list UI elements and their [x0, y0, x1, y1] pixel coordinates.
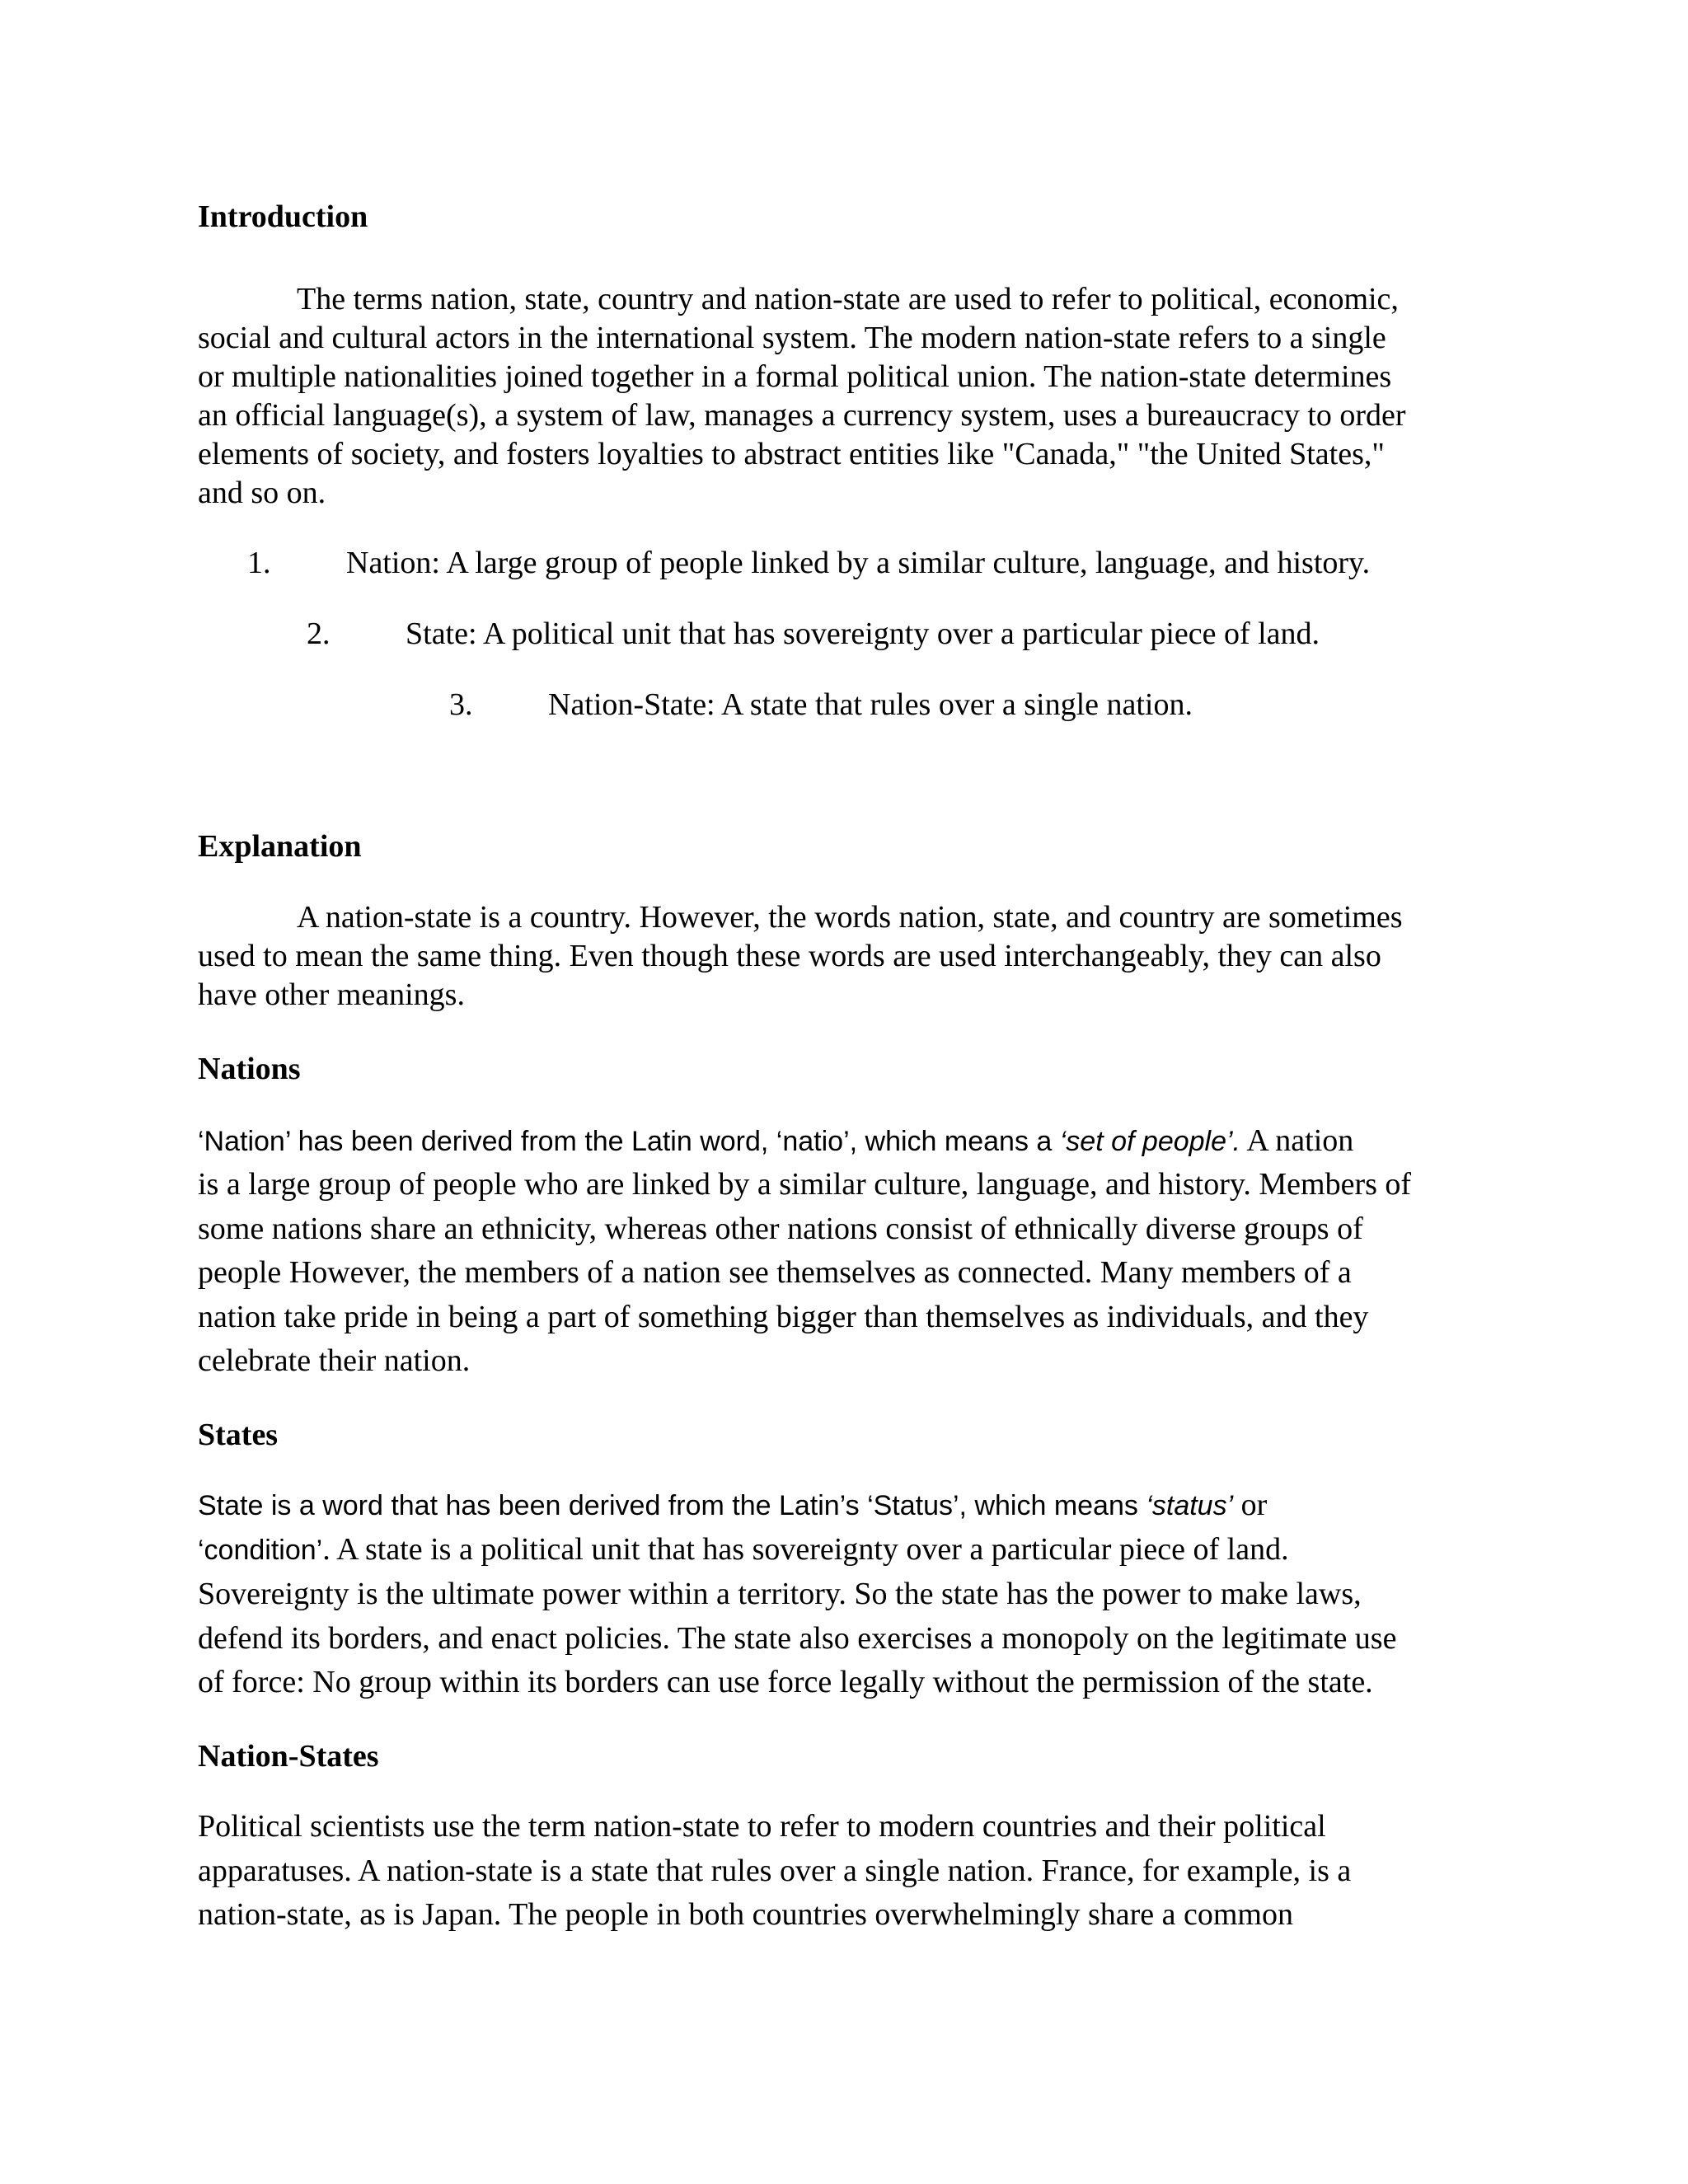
states-line2-rest: . A state is a political unit that has sovereignty over a particular piece of land. — [322, 1532, 1289, 1567]
definition-text: Nation-State: A state that rules over a single nation. — [548, 687, 1193, 722]
definition-text: Nation: A large group of people linked by a similar culture, language, and history. — [346, 546, 1371, 580]
nation-states-heading: Nation-States — [198, 1739, 379, 1774]
nations-lead-rest: A nation — [1240, 1123, 1354, 1158]
states-heading: States — [198, 1418, 279, 1452]
explanation-paragraph: A nation-state is a country. However, the words nation, state, and country are sometimes used to mean the same thing. Even though these words are used interchangeably, they can also have other meanings. — [198, 900, 1403, 1012]
states-second-line — [198, 1528, 1492, 1573]
nations-paragraph: is a large group of people who are linked by a similar culture, language, and history. Members of some nations share an ethnicity, whereas other nations consist of ethnically diverse groups of people However, the members of a nation see themselves as connected. Many members of a nation take pride in being a part of something bigger than themselves as individuals, and they celebrate their nation. — [198, 1167, 1412, 1378]
introduction-heading: Introduction — [198, 199, 368, 234]
states-lead-line — [198, 1483, 1492, 1529]
states-lead-sans: State is a word that has been derived from the Latin’s ‘Status’, which means — [198, 1490, 1146, 1521]
definition-item-2 — [307, 615, 1320, 653]
states-paragraph: Sovereignty is the ultimate power within a territory. So the state has the power to make laws, defend its borders, and enact policies. The state also exercises a monopoly on the legitimate use of force: No group within its borders can use force legally without the permission of the state. — [198, 1577, 1397, 1699]
introduction-paragraph: The terms nation, state, country and nation-state are used to refer to political, economic, social and cultural actors in the international system. The modern nation-state refers to a single or multiple nationalities joined together in a formal political union. The nation-state determines an official language(s), a system of law, manages a currency system, uses a bureaucracy to order elements of society, and fosters loyalties to abstract entities like "Canada," "the United States," and so on. — [198, 282, 1406, 510]
definition-item-1 — [247, 544, 1371, 582]
nations-lead-line — [198, 1119, 1492, 1165]
explanation-heading: Explanation — [198, 829, 362, 864]
nations-lead-sans: ‘Nation’ has been derived from the Latin word, ‘natio’, which means a — [198, 1126, 1060, 1157]
definition-text: State: A political unit that has sovereignty over a particular piece of land. — [406, 616, 1320, 651]
nations-lead-italic: ‘set of people’. — [1059, 1126, 1241, 1157]
states-lead-italic: ‘status’ — [1146, 1490, 1234, 1521]
states-line2-sans: ‘condition’ — [198, 1535, 323, 1566]
nation-states-paragraph: Political scientists use the term nation-state to refer to modern countries and their political apparatuses. A nation-state is a state that rules over a single nation. France, for example, is a nation-state, as is Japan. The people in both countries overwhelmingly share a common — [198, 1809, 1352, 1932]
definition-item-3 — [449, 686, 1193, 724]
nations-heading: Nations — [198, 1052, 301, 1086]
definition-number: 1. — [247, 546, 271, 580]
definition-number: 2. — [307, 616, 331, 651]
definition-number: 3. — [449, 687, 473, 722]
states-lead-rest: or — [1233, 1488, 1268, 1522]
